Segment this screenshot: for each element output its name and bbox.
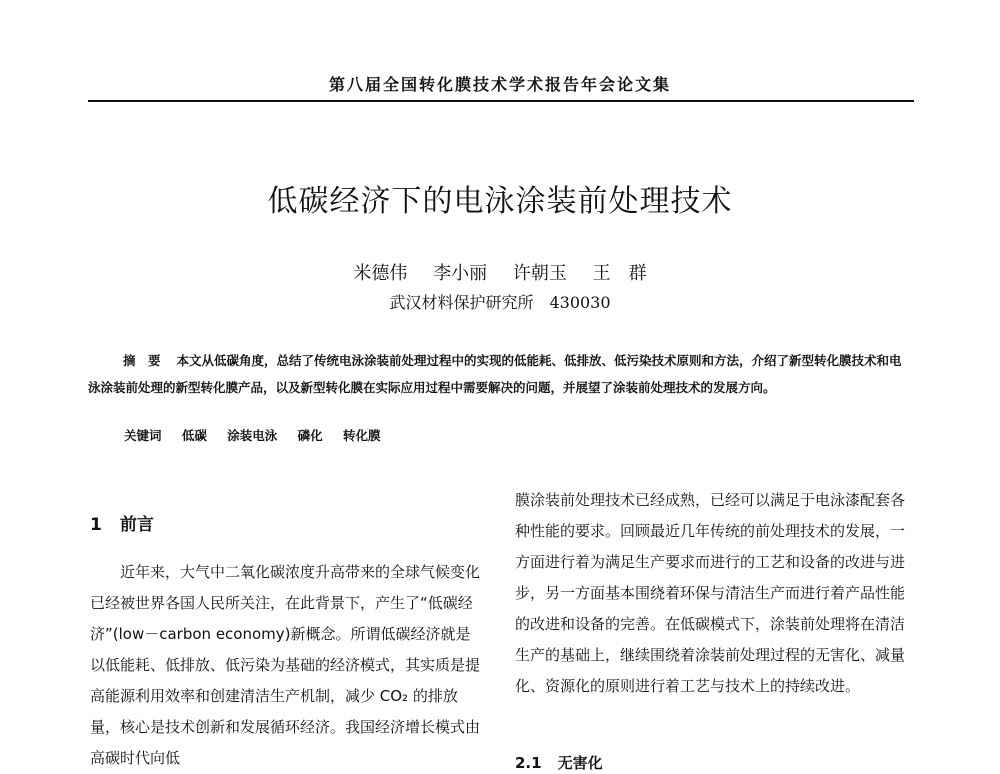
author-list (0, 259, 1000, 285)
abstract-label: 摘 要 (123, 353, 161, 368)
keyword: 转化膜 (343, 428, 381, 443)
keyword: 磷化 (297, 428, 323, 443)
section-title: 前言 (119, 515, 154, 535)
subsection-number: 2.1 (515, 754, 542, 772)
affiliation: 武汉材料保护研究所 430030 (389, 293, 611, 312)
keyword: 涂装电泳 (227, 428, 278, 443)
section-heading (90, 510, 154, 535)
section-number: 1 (90, 515, 102, 535)
keyword: 低碳 (181, 428, 207, 443)
header-rule (88, 100, 914, 102)
author: 米德伟 (353, 263, 408, 284)
journal-header: 第八届全国转化膜技术学术报告年会论文集 (328, 75, 671, 94)
keywords (124, 426, 397, 444)
keywords-label: 关键词 (124, 428, 162, 443)
body-column-left (90, 557, 484, 774)
body-column-right (515, 485, 915, 702)
author: 许朝玉 (512, 263, 567, 284)
paper-title: 低碳经济下的电泳涂装前处理技术 (267, 184, 733, 219)
subsection-title: 无害化 (557, 754, 603, 772)
body-paragraph: 膜涂装前处理技术已经成熟，已经可以满足于电泳漆配套各种性能的要求。回顾最近几年传统的前处理技术的发展，一方面进行着为满足生产要求而进行的工艺和设备的改进与进步，另一方面基本围绕着环保与清洁生产而进行着产品性能的改进和设备的完善。在低碳模式下，涂装前处理将在清洁生产的基础上，继续围绕着涂装前处理过程的无害化、减量化、资源化的原则进行着工艺与技术上的持续改进。 (515, 491, 906, 695)
author: 王 群 (592, 263, 647, 284)
abstract (88, 347, 914, 401)
body-paragraph: 近年来，大气中二氧化碳浓度升高带来的全球气候变化已经被世界各国人民所关注，在此背景下，产生了“低碳经济”(low－carbon economy)新概念。所谓低碳经济就是以低能耗、低排放、低污染为基础的经济模式，其实质是提高能源利用效率和创建清洁生产机制，减少 CO₂ 的排放量，核心是技术创新和发展循环经济。我国经济增长模式由高碳时代向低 (90, 563, 481, 767)
subsection-heading (515, 752, 603, 773)
author: 李小丽 (433, 263, 488, 284)
abstract-text: 本文从低碳角度，总结了传统电泳涂装前处理过程中的实现的低能耗、低排放、低污染技术原则和方法，介绍了新型转化膜技术和电泳涂装前处理的新型转化膜产品，以及新型转化膜在实际应用过程中需要解决的问题，并展望了涂装前处理技术的发展方向。 (88, 353, 902, 395)
